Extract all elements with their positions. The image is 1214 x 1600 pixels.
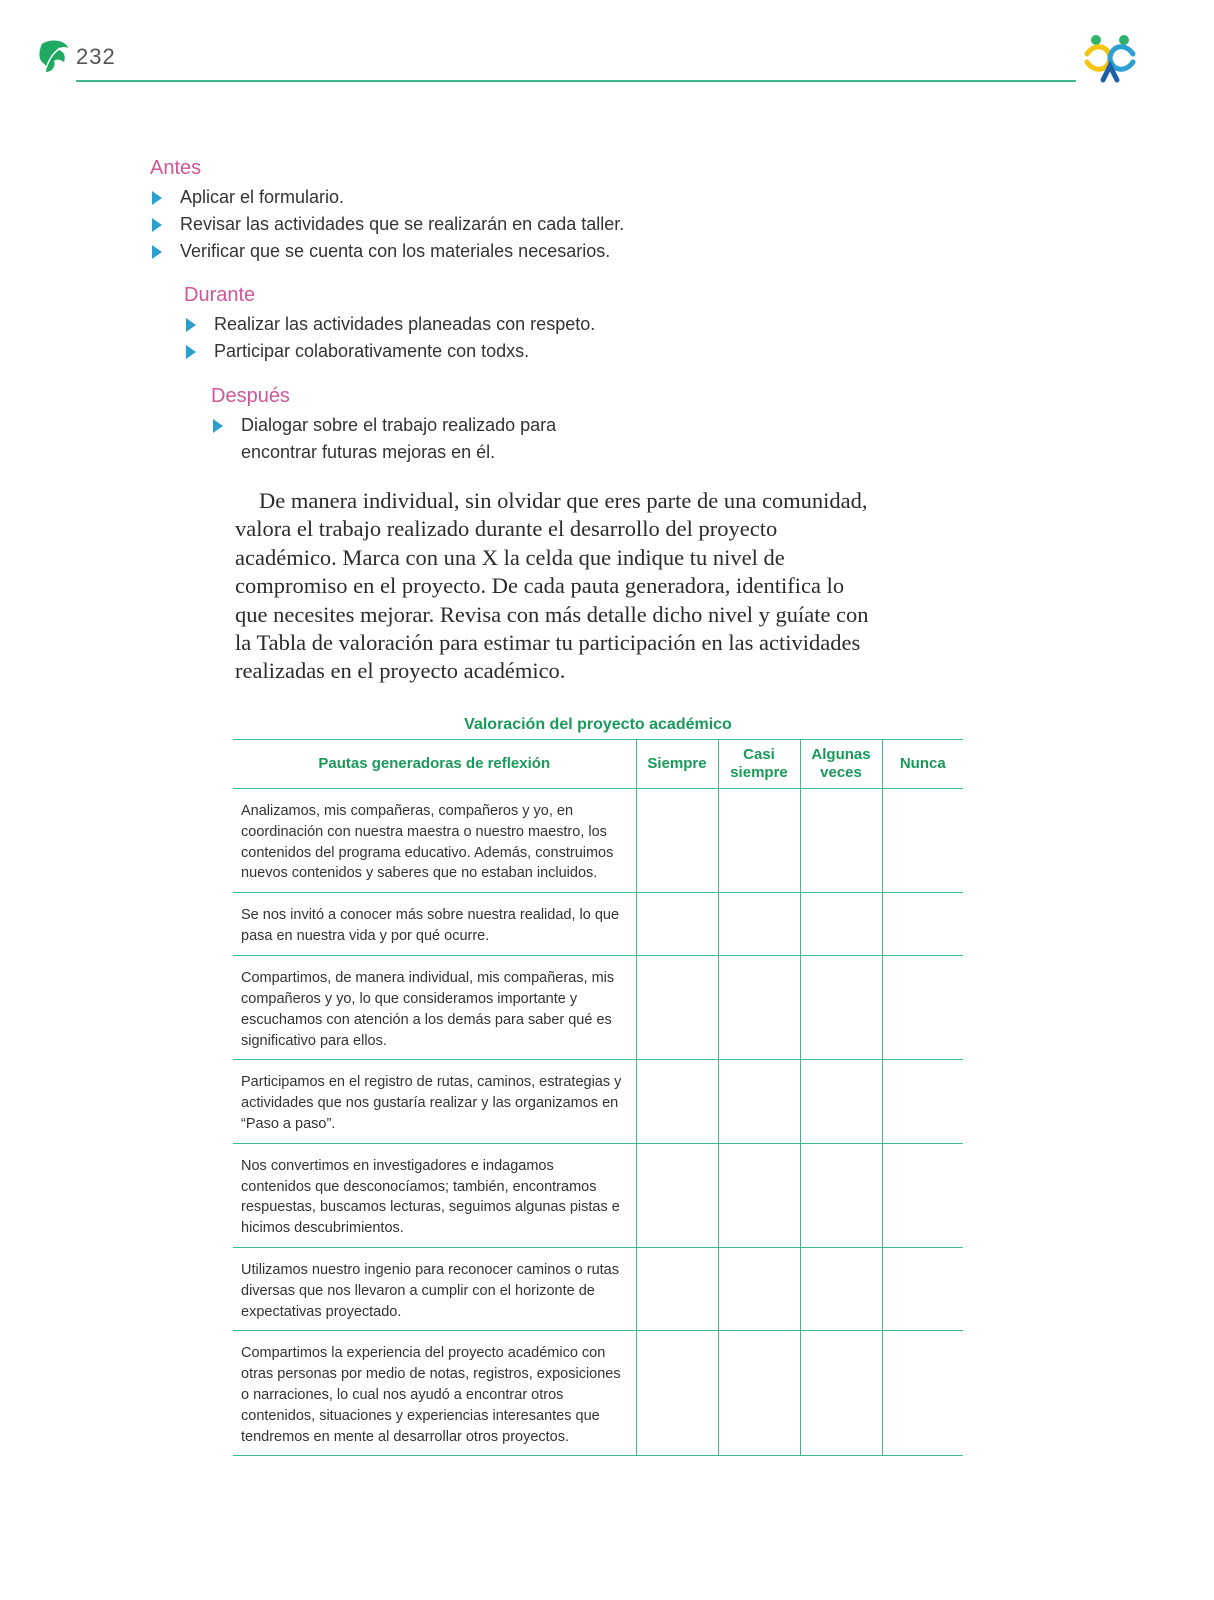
antes-list: [150, 184, 750, 265]
section-antes: [150, 157, 750, 265]
list-item-text: Aplicar el formulario.: [180, 187, 345, 207]
header-pautas: Pautas generadoras de reflexión: [233, 740, 636, 789]
pauta-cell: Compartimos, de manera individual, mis compañeras, mis compañeros y yo, lo que consideramos importante y escuchamos con atención a los demás para saber qué es significativo para ellos.: [233, 956, 636, 1060]
colorful-people-logo-icon: [1083, 32, 1137, 84]
mark-cell-casi-siempre[interactable]: [718, 1060, 800, 1143]
table-row: [233, 1060, 963, 1143]
triangle-bullet-icon: [152, 245, 162, 259]
table-row: [233, 1247, 963, 1330]
pauta-cell: Utilizamos nuestro ingenio para reconocer caminos o rutas diversas que nos llevaron a cumplir con el horizonte de expectativas proyectado.: [233, 1247, 636, 1330]
list-item-text: Realizar las actividades planeadas con respeto.: [214, 314, 596, 334]
mark-cell-nunca[interactable]: [882, 1247, 963, 1330]
pauta-cell: Compartimos la experiencia del proyecto académico con otras personas por medio de notas, registros, exposiciones o narraciones, lo cual nos ayudó a encontrar otros contenidos, situaciones y experiencias interesantes que tendremos en mente al desarrollar otros proyectos.: [233, 1331, 636, 1456]
despues-list: [211, 412, 631, 466]
triangle-bullet-icon: [152, 191, 162, 205]
table-row: [233, 1331, 963, 1456]
triangle-bullet-icon: [152, 218, 162, 232]
durante-list: [184, 311, 784, 365]
header-nunca: Nunca: [882, 740, 963, 789]
list-item: [184, 338, 784, 365]
mark-cell-casi-siempre[interactable]: [718, 893, 800, 956]
mark-cell-siempre[interactable]: [636, 1143, 718, 1247]
mark-cell-siempre[interactable]: [636, 893, 718, 956]
mark-cell-casi-siempre[interactable]: [718, 956, 800, 1060]
mark-cell-nunca[interactable]: [882, 1060, 963, 1143]
section-title-antes: Antes: [150, 157, 202, 179]
mark-cell-algunas-veces[interactable]: [800, 1247, 882, 1330]
list-item: [184, 311, 784, 338]
mark-cell-siempre[interactable]: [636, 789, 718, 893]
list-item: [150, 184, 750, 211]
mark-cell-casi-siempre[interactable]: [718, 789, 800, 893]
table-row: [233, 893, 963, 956]
pauta-cell: Analizamos, mis compañeras, compañeros y yo, en coordinación con nuestra maestra o nuestro maestro, los contenidos del programa educativo. Además, construimos nuevos contenidos y saberes que no estaban incluidos.: [233, 789, 636, 893]
mark-cell-nunca[interactable]: [882, 1143, 963, 1247]
header-divider: [76, 80, 1076, 82]
list-item-text: Verificar que se cuenta con los materiales necesarios.: [180, 241, 611, 261]
list-item: [150, 211, 750, 238]
header-siempre: Siempre: [636, 740, 718, 789]
mark-cell-siempre[interactable]: [636, 956, 718, 1060]
section-title-despues: Después: [211, 385, 290, 407]
mark-cell-algunas-veces[interactable]: [800, 1143, 882, 1247]
header-casi-siempre: Casi siempre: [718, 740, 800, 789]
mark-cell-algunas-veces[interactable]: [800, 893, 882, 956]
list-item-text: Revisar las actividades que se realizarán en cada taller.: [180, 214, 625, 234]
list-item-text: Participar colaborativamente con todxs.: [214, 341, 530, 361]
mark-cell-siempre[interactable]: [636, 1247, 718, 1330]
pauta-cell: Participamos en el registro de rutas, caminos, estrategias y actividades que nos gustaría realizar y las organizamos en “Paso a paso”.: [233, 1060, 636, 1143]
triangle-bullet-icon: [186, 345, 196, 359]
pauta-cell: Nos convertimos en investigadores e indagamos contenidos que desconocíamos; también, encontramos respuestas, buscamos lecturas, seguimos algunas pistas e hicimos descubrimientos.: [233, 1143, 636, 1247]
instructions-paragraph: De manera individual, sin olvidar que eres parte de una comunidad, valora el trabajo realizado durante el desarrollo del proyecto académico. Marca con una X la celda que indique tu nivel de compromiso en el proyecto. De cada pauta generadora, identifica lo que necesites mejorar. Revisa con más detalle dicho nivel y guíate con la Tabla de valoración para estimar tu participación en las actividades realizadas en el proyecto académico.: [235, 488, 869, 684]
section-despues: [211, 385, 631, 466]
triangle-bullet-icon: [186, 318, 196, 332]
table-header-row: [233, 740, 963, 789]
mark-cell-nunca[interactable]: [882, 956, 963, 1060]
table-row: [233, 956, 963, 1060]
mark-cell-casi-siempre[interactable]: [718, 1331, 800, 1456]
mark-cell-siempre[interactable]: [636, 1331, 718, 1456]
section-durante: [184, 284, 784, 365]
list-item: [150, 238, 750, 265]
table-caption: Valoración del proyecto académico: [464, 716, 732, 733]
mark-cell-algunas-veces[interactable]: [800, 789, 882, 893]
evaluation-table: [233, 739, 963, 1456]
header-algunas-veces: Algunas veces: [800, 740, 882, 789]
mark-cell-algunas-veces[interactable]: [800, 956, 882, 1060]
mark-cell-nunca[interactable]: [882, 789, 963, 893]
list-item-text: Dialogar sobre el trabajo realizado para encontrar futuras mejoras en él.: [241, 415, 557, 462]
table-row: [233, 789, 963, 893]
mark-cell-nunca[interactable]: [882, 1331, 963, 1456]
page-number: 232: [76, 44, 116, 69]
section-title-durante: Durante: [184, 284, 256, 306]
pauta-cell: Se nos invitó a conocer más sobre nuestra realidad, lo que pasa en nuestra vida y por qué ocurre.: [233, 893, 636, 956]
mark-cell-algunas-veces[interactable]: [800, 1060, 882, 1143]
green-leaf-icon: [36, 38, 70, 74]
triangle-bullet-icon: [213, 419, 223, 433]
mark-cell-casi-siempre[interactable]: [718, 1143, 800, 1247]
list-item: [211, 412, 631, 466]
mark-cell-siempre[interactable]: [636, 1060, 718, 1143]
mark-cell-casi-siempre[interactable]: [718, 1247, 800, 1330]
mark-cell-algunas-veces[interactable]: [800, 1331, 882, 1456]
mark-cell-nunca[interactable]: [882, 893, 963, 956]
table-row: [233, 1143, 963, 1247]
